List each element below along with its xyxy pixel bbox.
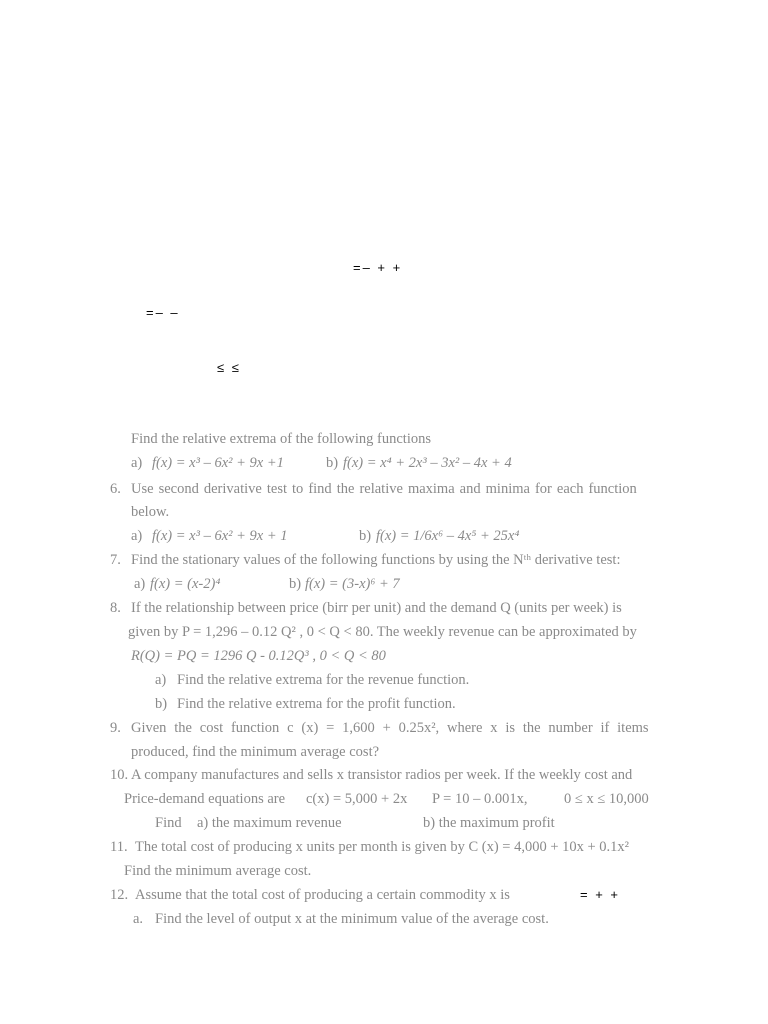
- sub-item-expr: f(x) = (3-x)⁶ + 7: [305, 576, 400, 592]
- question-text: Given the cost function c (x) = 1,600 + 0.25x², where x is the number if items: [131, 720, 649, 736]
- domain-range: 0 ≤ x ≤ 10,000: [564, 791, 649, 807]
- question-text: The total cost of producing x units per month is given by C (x) = 4,000 + 10x + 0.1x²: [135, 839, 630, 855]
- cost-equation: c(x) = 5,000 + 2x: [306, 791, 408, 807]
- question-text: Find the minimum average cost.: [124, 863, 312, 879]
- sub-item-expr: f(x) = 1/6x⁶ – 4x⁵ + 25x⁴: [376, 528, 520, 544]
- sub-item-text: Find the level of output x at the minimum value of the average cost.: [155, 911, 549, 927]
- question-number: 12.: [110, 887, 129, 903]
- intro-item-b-expr: f(x) = x⁴ + 2x³ – 3x² – 4x + 4: [343, 455, 512, 471]
- question-text: below.: [131, 504, 170, 520]
- question-text: Assume that the total cost of producing a certain commodity x is: [135, 887, 510, 903]
- stray-fragment: = + +: [580, 887, 620, 902]
- question-text: given by P = 1,296 – 0.12 Q² , 0 < Q < 80. The weekly revenue can be approximated by: [128, 624, 637, 640]
- intro-item-b-label: b): [326, 455, 339, 471]
- sub-item-label: a): [155, 672, 167, 688]
- question-text: R(Q) = PQ = 1296 Q - 0.12Q³ , 0 < Q < 80: [131, 648, 386, 664]
- question-text: A company manufactures and sells x transistor radios per week. If the weekly cost and: [131, 767, 633, 783]
- sub-item-expr: f(x) = (x-2)⁴: [150, 576, 221, 592]
- sub-item-label: a): [131, 528, 143, 544]
- sub-item-label: b): [289, 576, 302, 592]
- sub-item-text: Find the relative extrema for the profit function.: [177, 696, 456, 712]
- question-number: 9.: [110, 720, 121, 736]
- question-number: 8.: [110, 600, 121, 616]
- question-text: Find the stationary values of the following functions by using the Nᵗʰ derivative test:: [131, 552, 621, 568]
- question-number: 10.: [110, 767, 129, 783]
- price-equation: P = 10 – 0.001x,: [432, 791, 528, 807]
- question-text: Price-demand equations are: [124, 791, 286, 807]
- sub-item-text: b) the maximum profit: [423, 815, 555, 831]
- question-text: If the relationship between price (birr per unit) and the demand Q (units per week) is: [131, 600, 622, 616]
- sub-item-label: a): [134, 576, 146, 592]
- sub-item-label: b): [155, 696, 168, 712]
- question-number: 11.: [110, 839, 128, 855]
- sub-item-text: a) the maximum revenue: [197, 815, 342, 831]
- sub-item-label: b): [359, 528, 372, 544]
- find-label: Find: [155, 815, 182, 831]
- question-number: 6.: [110, 481, 121, 497]
- question-text: Use second derivative test to find the relative maxima and minima for each function: [131, 481, 637, 497]
- stray-fragment: ≤ ≤: [217, 360, 241, 375]
- sub-item-text: Find the relative extrema for the revenue function.: [177, 672, 470, 688]
- question-number: 7.: [110, 552, 121, 568]
- question-text: produced, find the minimum average cost?: [131, 744, 380, 760]
- sub-item-label: a.: [133, 911, 144, 927]
- stray-fragment: =– + +: [353, 260, 403, 275]
- intro-heading: Find the relative extrema of the following functions: [131, 431, 431, 447]
- intro-item-a-label: a): [131, 455, 143, 471]
- stray-fragment: =– –: [146, 305, 180, 320]
- intro-item-a-expr: f(x) = x³ – 6x² + 9x +1: [152, 455, 284, 471]
- sub-item-expr: f(x) = x³ – 6x² + 9x + 1: [152, 528, 288, 544]
